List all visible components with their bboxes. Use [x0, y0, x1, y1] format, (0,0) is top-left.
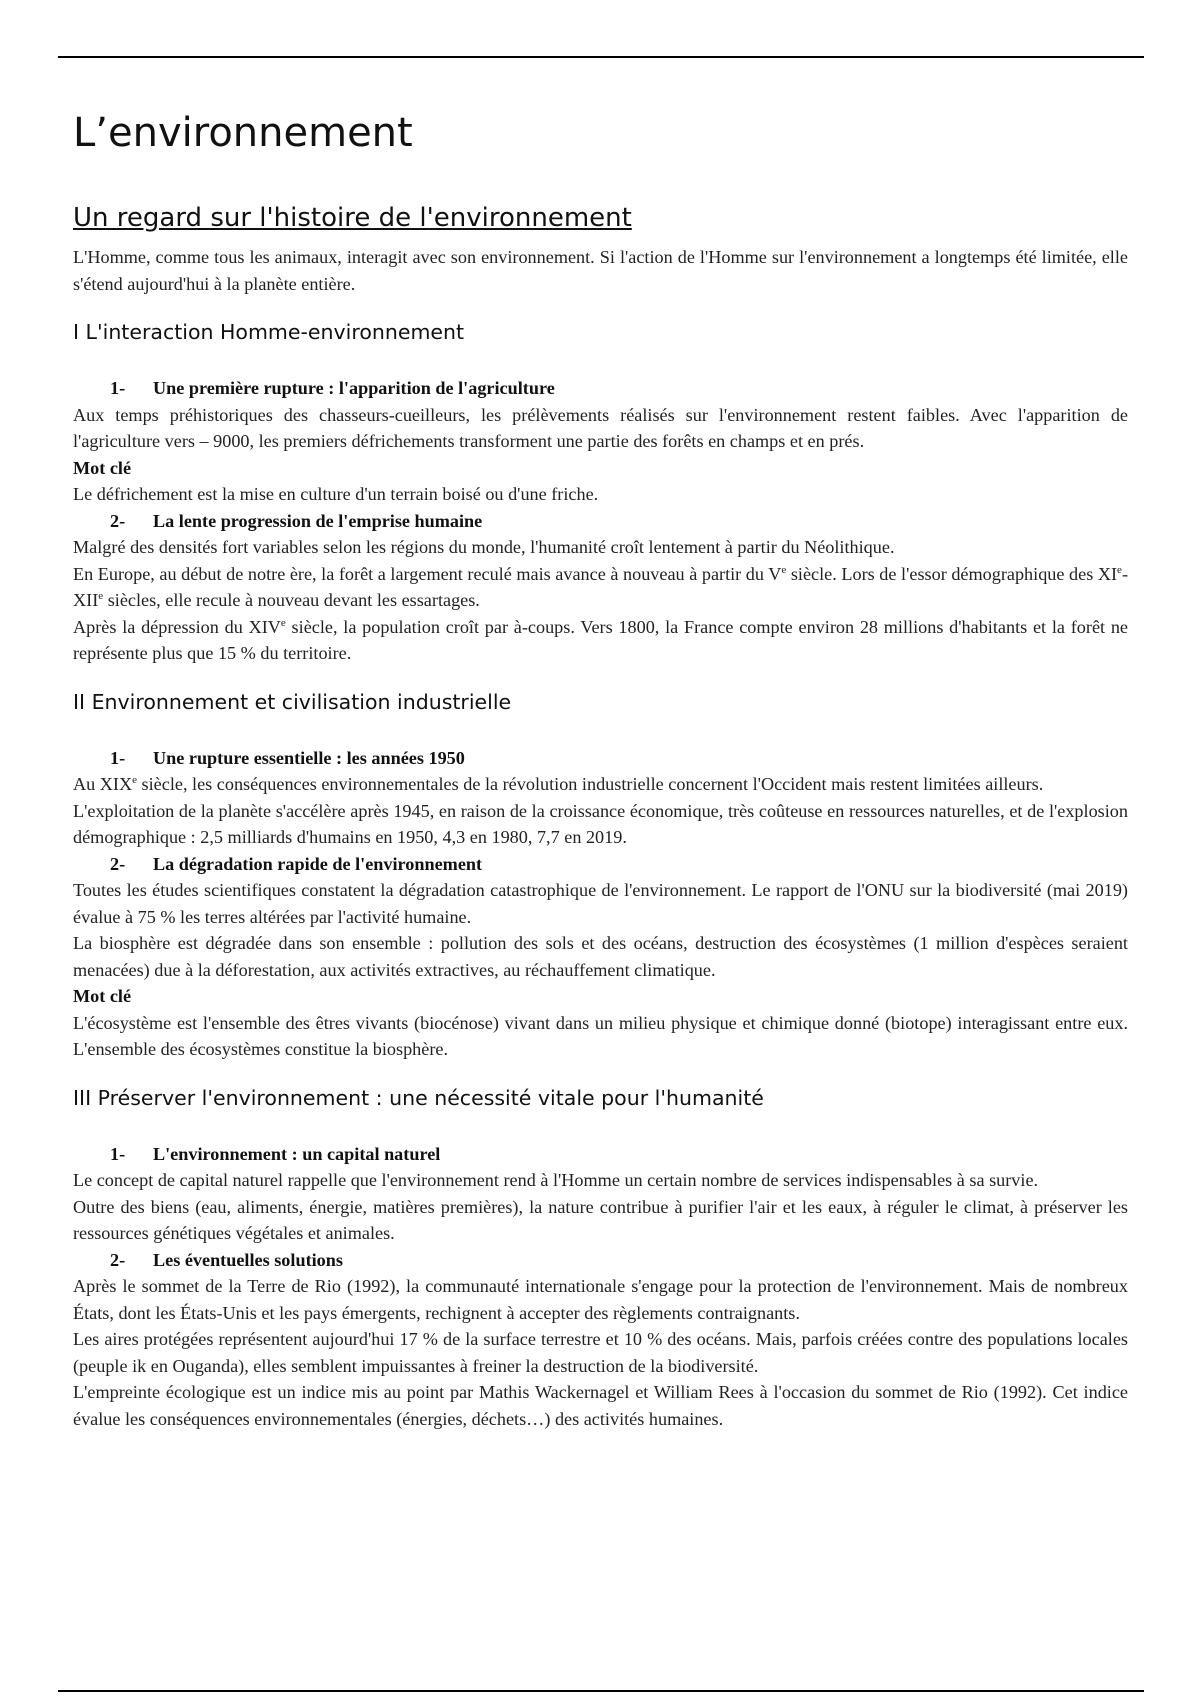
definition-paragraph: Le défrichement est la mise en culture d'un terrain boisé ou d'une friche.	[73, 484, 599, 504]
subsection-title	[73, 1141, 1128, 1168]
subsection-title-text: Une première rupture : l'apparition de l'agriculture	[153, 378, 555, 398]
definition-paragraph: L'écosystème est l'ensemble des êtres vivants (biocénose) vivant dans un milieu physique et chimique donné (biotope) interagissant entre eux. L'ensemble des écosystèmes constitue la biosphère.	[73, 1012, 1128, 1059]
text-run: siècle, les conséquences environnementales de la révolution industrielle concernent l'Occident mais restent limitées ailleurs.	[137, 774, 1044, 794]
paragraph: L'exploitation de la planète s'accélère après 1945, en raison de la croissance économique, très coûteuse en ressources naturelles, et de l'explosion démographique : 2,5 milliards d'humains en 1950, 4,3 en 1980, 7,7 en 2019.	[73, 800, 1128, 847]
top-rule	[58, 56, 1144, 58]
subsection-1-1	[73, 375, 1128, 508]
subsection-number: 1-	[110, 747, 126, 768]
text-run: Après la dépression du XIV	[73, 616, 281, 637]
section-3	[73, 1083, 1128, 1433]
subsection-title-text: L'environnement : un capital naturel	[153, 1143, 441, 1164]
document-subtitle: Un regard sur l'histoire de l'environnement	[73, 203, 632, 233]
text-run: Au XIX	[73, 774, 133, 794]
subsection-title	[73, 375, 1128, 402]
superscript: e	[781, 563, 787, 576]
subsection-title-text: La dégradation rapide de l'environnement	[153, 853, 483, 874]
paragraph: Aux temps préhistoriques des chasseurs-cueilleurs, les prélèvements réalisés sur l'environnement restent faibles. Avec l'apparition de l'agriculture vers – 9000, les premiers défrichements transforment une partie des forêts en champs et en prés.	[73, 404, 1128, 451]
superscript: e	[98, 589, 104, 602]
paragraph	[73, 771, 1128, 798]
text-run: siècle. Lors de l'essor démographique des XI	[786, 563, 1118, 584]
subsection-2-2	[73, 851, 1128, 1063]
paragraph	[73, 614, 1128, 667]
paragraph: La biosphère est dégradée dans son ensemble : pollution des sols et des océans, destruction des écosystèmes (1 million d'espèces seraient menacées) due à la déforestation, aux activités extractives, au réchauffement climatique.	[73, 933, 1128, 980]
subsection-number: 2-	[110, 1249, 126, 1270]
keyword-label: Mot clé	[73, 986, 132, 1006]
section-title: III Préserver l'environnement : une nécessité vitale pour l'humanité	[73, 1085, 764, 1110]
document-page	[73, 98, 1128, 1432]
superscript: e	[1117, 563, 1122, 576]
paragraph: Outre des biens (eau, aliments, énergie, matières premières), la nature contribue à purifier l'air et les eaux, à réguler le climat, à préserver les ressources génétiques végétales et animales.	[73, 1196, 1128, 1243]
subsection-3-1	[73, 1141, 1128, 1247]
subsection-title	[73, 851, 1128, 878]
subsection-number: 1-	[110, 378, 126, 398]
section-1	[73, 317, 1128, 667]
bottom-rule	[58, 1690, 1144, 1692]
keyword-label: Mot clé	[73, 457, 132, 478]
paragraph: L'empreinte écologique est un indice mis au point par Mathis Wackernagel et William Rees à l'occasion du sommet de Rio (1992). Cet indice évalue les conséquences environnementales (énergies, déchets…) des activités humaines.	[73, 1382, 1128, 1429]
section-title: II Environnement et civilisation industrielle	[73, 689, 512, 714]
subsection-number: 2-	[110, 510, 126, 531]
subsection-number: 1-	[110, 1143, 126, 1164]
section-title: I L'interaction Homme-environnement	[73, 320, 465, 344]
subsection-title	[73, 508, 1128, 535]
subsection-2-1	[73, 745, 1128, 851]
paragraph: Malgré des densités fort variables selon les régions du monde, l'humanité croît lentement à partir du Néolithique.	[73, 537, 895, 557]
text-run: siècles, elle recule à nouveau devant les essartages.	[103, 590, 480, 610]
text-run: -XII	[73, 563, 1128, 610]
subsection-title-text: La lente progression de l'emprise humaine	[153, 510, 483, 531]
paragraph: Après le sommet de la Terre de Rio (1992), la communauté internationale s'engage pour la protection de l'environnement. Mais de nombreux États, dont les États-Unis et les pays émergents, rechignent à accepter des règlements contraignants.	[73, 1276, 1128, 1323]
superscript: e	[132, 773, 137, 786]
subsection-title	[73, 1247, 1128, 1274]
intro-paragraph: L'Homme, comme tous les animaux, interagit avec son environnement. Si l'action de l'Homme sur l'environnement a longtemps été limitée, elle s'étend aujourd'hui à la planète entière.	[73, 247, 1128, 294]
subsection-number: 2-	[110, 853, 126, 874]
paragraph: Toutes les études scientifiques constatent la dégradation catastrophique de l'environnement. Le rapport de l'ONU sur la biodiversité (mai 2019) évalue à 75 % les terres altérées par l'activité humaine.	[73, 880, 1128, 927]
paragraph: Les aires protégées représentent aujourd'hui 17 % de la surface terrestre et 10 % des océans. Mais, parfois créées contre des populations locales (peuple ik en Ouganda), elles semblent impuissantes à freiner la destruction de la biodiversité.	[73, 1329, 1128, 1376]
subsection-3-2	[73, 1247, 1128, 1433]
text-run: En Europe, au début de notre ère, la forêt a largement reculé mais avance à nouveau à partir du V	[73, 563, 782, 584]
subsection-title-text: Les éventuelles solutions	[153, 1249, 343, 1270]
subsection-title	[73, 745, 1128, 772]
superscript: e	[280, 616, 286, 629]
paragraph: Le concept de capital naturel rappelle que l'environnement rend à l'Homme un certain nombre de services indispensables à sa survie.	[73, 1170, 1039, 1190]
text-run: siècle, la population croît par à-coups. Vers 1800, la France compte environ 28 millions d'habitants et la forêt ne représente plus que 15 % du territoire.	[73, 616, 1128, 663]
section-2	[73, 687, 1128, 1063]
subsection-1-2	[73, 508, 1128, 667]
subsection-title-text: Une rupture essentielle : les années 1950	[153, 747, 465, 768]
page-title: L’environnement	[73, 110, 413, 156]
paragraph	[73, 561, 1128, 614]
